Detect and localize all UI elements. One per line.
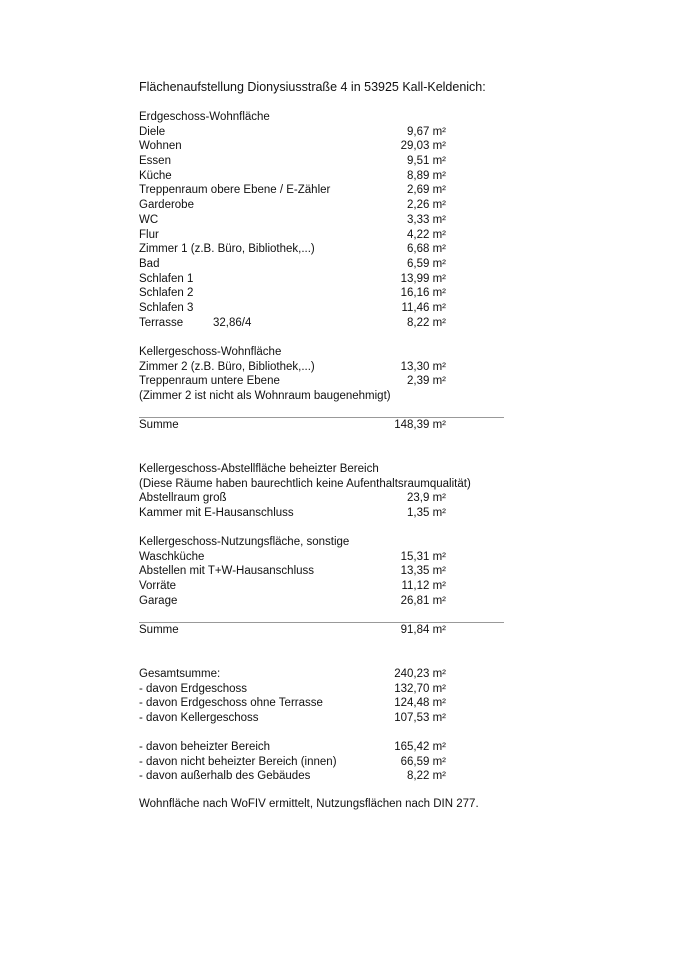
area-unit: m² xyxy=(429,169,446,182)
area-unit: m² xyxy=(429,712,446,725)
row-label: Vorräte xyxy=(139,580,177,593)
area-number: 15,31 xyxy=(400,550,430,563)
area-unit: m² xyxy=(429,213,446,226)
area-unit: m² xyxy=(429,550,446,563)
row-area-value xyxy=(401,286,446,301)
table-row xyxy=(139,154,504,169)
area-unit: m² xyxy=(429,565,446,578)
row-label: Schlafen 1 xyxy=(139,272,194,285)
table-row xyxy=(139,491,504,506)
row-calculation: 32,86/4 xyxy=(213,316,252,329)
table-row xyxy=(139,169,504,184)
row-area-value xyxy=(407,198,446,213)
row-area-value xyxy=(407,506,446,521)
area-number: 165,42 xyxy=(394,741,430,753)
row-label: Treppenraum untere Ebene xyxy=(139,375,280,388)
area-unit: m² xyxy=(429,301,446,314)
row-label: Bad xyxy=(139,257,160,270)
area-number: 13,30 xyxy=(400,360,430,373)
row-area-value xyxy=(407,125,446,140)
row-area-value xyxy=(401,550,446,565)
area-number: 9,67 xyxy=(407,125,430,138)
row-area-value xyxy=(401,594,446,609)
row-area-value xyxy=(394,667,446,682)
area-number: 148,39 xyxy=(394,419,430,431)
row-area-value xyxy=(407,257,446,272)
table-row xyxy=(139,564,504,579)
section-heading xyxy=(139,535,504,550)
area-unit: m² xyxy=(429,272,446,285)
area-unit: m² xyxy=(429,228,446,241)
table-row xyxy=(139,257,504,272)
row-label: WC xyxy=(139,213,159,226)
row-area-value xyxy=(407,228,446,243)
area-unit: m² xyxy=(429,125,446,138)
row-area-value xyxy=(394,682,446,697)
area-unit: m² xyxy=(429,624,446,636)
area-number: 107,53 xyxy=(394,712,430,725)
row-label: Garage xyxy=(139,594,178,607)
row-label: Summe xyxy=(139,624,179,636)
row-label: Diele xyxy=(139,125,166,138)
area-number: 11,46 xyxy=(401,301,430,314)
table-row xyxy=(139,286,504,301)
row-label: - davon Erdgeschoss ohne Terrasse xyxy=(139,697,323,710)
row-label: Gesamtsumme: xyxy=(139,668,221,680)
area-unit: m² xyxy=(429,155,446,168)
area-unit: m² xyxy=(429,594,446,607)
table-row xyxy=(139,183,504,198)
table-row xyxy=(139,506,504,521)
area-number: 124,48 xyxy=(394,697,430,710)
area-unit: m² xyxy=(429,199,446,212)
section-note xyxy=(139,389,504,404)
area-number: 66,59 xyxy=(400,755,430,768)
area-unit: m² xyxy=(429,492,446,505)
area-number: 23,9 xyxy=(407,492,430,505)
area-number: 6,68 xyxy=(407,243,430,256)
table-row xyxy=(139,696,504,711)
area-number: 11,12 xyxy=(401,580,430,593)
row-label: Zimmer 2 (z.B. Büro, Bibliothek,...) xyxy=(139,360,315,373)
row-label: Flur xyxy=(139,228,159,241)
area-number: 1,35 xyxy=(407,507,430,520)
row-area-value xyxy=(407,183,446,198)
document-title: Flächenaufstellung Dionysiusstraße 4 in 53925 Kall-Keldenich: xyxy=(139,80,486,94)
section-kg-wohnflaeche xyxy=(139,345,504,404)
area-number: 2,39 xyxy=(407,375,430,388)
area-unit: m² xyxy=(429,419,446,431)
area-unit: m² xyxy=(429,668,446,680)
section-kg-nutzungsflaeche xyxy=(139,535,504,608)
section-heading xyxy=(139,110,504,125)
row-label: Kammer mit E-Hausanschluss xyxy=(139,507,294,520)
area-unit: m² xyxy=(429,741,446,753)
area-number: 9,51 xyxy=(407,155,430,168)
area-unit: m² xyxy=(429,140,446,153)
section-eg-wohnflaeche xyxy=(139,110,504,330)
footnote: Wohnfläche nach WoFIV ermittelt, Nutzungsflächen nach DIN 277. xyxy=(139,798,479,810)
area-number: 4,22 xyxy=(407,228,430,241)
area-unit: m² xyxy=(429,755,446,768)
table-row xyxy=(139,682,504,697)
table-row xyxy=(139,769,504,784)
table-row xyxy=(139,594,504,609)
table-row xyxy=(139,623,504,638)
row-label: - davon Erdgeschoss xyxy=(139,682,248,695)
table-row xyxy=(139,711,504,726)
row-area-value xyxy=(407,213,446,228)
table-row xyxy=(139,667,504,682)
row-area-value xyxy=(401,579,446,594)
row-area-value xyxy=(401,623,446,638)
row-label: Essen xyxy=(139,155,171,168)
heading-text: Kellergeschoss-Abstellfläche beheizter Bereich xyxy=(139,463,379,475)
row-area-value xyxy=(407,374,446,389)
row-label: - davon außerhalb des Gebäudes xyxy=(139,770,311,783)
area-unit: m² xyxy=(429,375,446,388)
row-area-value xyxy=(394,696,446,711)
table-row xyxy=(139,272,504,287)
row-label: - davon nicht beheizter Bereich (innen) xyxy=(139,755,337,768)
row-area-value xyxy=(407,242,446,257)
row-label: Garderobe xyxy=(139,199,194,212)
table-row xyxy=(139,316,504,331)
table-row xyxy=(139,213,504,228)
row-area-value xyxy=(401,272,446,287)
row-area-value xyxy=(401,301,446,316)
row-label: Summe xyxy=(139,419,179,431)
row-label: - davon beheizter Bereich xyxy=(139,741,271,753)
row-label: Schlafen 2 xyxy=(139,287,194,300)
table-row xyxy=(139,418,504,433)
table-row xyxy=(139,550,504,565)
area-unit: m² xyxy=(429,507,446,520)
area-unit: m² xyxy=(429,770,446,783)
row-area-value xyxy=(407,169,446,184)
area-number: 13,99 xyxy=(400,272,430,285)
row-label: Küche xyxy=(139,169,172,182)
row-area-value xyxy=(401,360,446,375)
area-number: 26,81 xyxy=(400,594,430,607)
area-number: 2,69 xyxy=(407,184,430,197)
row-area-value xyxy=(401,139,446,154)
table-row xyxy=(139,360,504,375)
table-row xyxy=(139,374,504,389)
table-row xyxy=(139,125,504,140)
row-area-value xyxy=(401,755,446,770)
section-kg-abstellflaeche xyxy=(139,462,504,521)
row-area-value xyxy=(394,418,446,433)
table-row xyxy=(139,301,504,316)
section-heading xyxy=(139,345,504,360)
summe-row-2 xyxy=(139,623,504,638)
table-row xyxy=(139,198,504,213)
area-number: 91,84 xyxy=(400,624,430,636)
area-unit: m² xyxy=(429,697,446,710)
row-label: Zimmer 1 (z.B. Büro, Bibliothek,...) xyxy=(139,243,315,256)
table-row xyxy=(139,740,504,755)
row-label: Abstellraum groß xyxy=(139,492,227,505)
area-unit: m² xyxy=(429,184,446,197)
section-heading xyxy=(139,462,504,477)
row-label: Schlafen 3 xyxy=(139,301,194,314)
note-text: (Zimmer 2 ist nicht als Wohnraum baugenehmigt) xyxy=(139,390,391,403)
area-number: 16,16 xyxy=(400,287,430,300)
area-unit: m² xyxy=(429,243,446,256)
summe-row-1 xyxy=(139,418,504,433)
heading-text: Erdgeschoss-Wohnfläche xyxy=(139,111,270,123)
row-label: Terrasse xyxy=(139,316,184,329)
area-number: 240,23 xyxy=(394,668,430,680)
row-area-value xyxy=(407,491,446,506)
table-row xyxy=(139,139,504,154)
section-gesamt-a xyxy=(139,667,504,726)
section-note xyxy=(139,477,504,492)
row-label: - davon Kellergeschoss xyxy=(139,712,259,725)
area-number: 2,26 xyxy=(407,199,430,212)
heading-text: Kellergeschoss-Wohnfläche xyxy=(139,346,282,358)
row-label: Waschküche xyxy=(139,550,205,563)
table-row xyxy=(139,579,504,594)
area-number: 6,59 xyxy=(407,257,430,270)
area-unit: m² xyxy=(429,682,446,695)
area-unit: m² xyxy=(429,580,446,593)
area-number: 13,35 xyxy=(400,565,430,578)
area-unit: m² xyxy=(429,287,446,300)
area-unit: m² xyxy=(429,257,446,270)
table-row xyxy=(139,755,504,770)
table-row xyxy=(139,228,504,243)
area-unit: m² xyxy=(429,316,446,329)
area-unit: m² xyxy=(429,360,446,373)
section-gesamt-b xyxy=(139,740,504,784)
table-row xyxy=(139,242,504,257)
row-label: Treppenraum obere Ebene / E-Zähler xyxy=(139,184,331,197)
row-area-value xyxy=(407,154,446,169)
row-area-value xyxy=(401,564,446,579)
area-number: 8,22 xyxy=(407,316,430,329)
note-text: (Diese Räume haben baurechtlich keine Aufenthaltsraumqualität) xyxy=(139,477,471,490)
row-area-value xyxy=(407,769,446,784)
area-number: 8,22 xyxy=(407,770,430,783)
area-number: 8,89 xyxy=(407,169,430,182)
row-area-value xyxy=(407,316,446,331)
row-label: Abstellen mit T+W-Hausanschluss xyxy=(139,565,315,578)
row-label: Wohnen xyxy=(139,140,182,153)
row-area-value xyxy=(394,711,446,726)
heading-text: Kellergeschoss-Nutzungsfläche, sonstige xyxy=(139,536,350,548)
area-number: 29,03 xyxy=(400,140,430,153)
row-area-value xyxy=(394,740,446,755)
area-number: 132,70 xyxy=(394,682,430,695)
area-number: 3,33 xyxy=(407,213,430,226)
